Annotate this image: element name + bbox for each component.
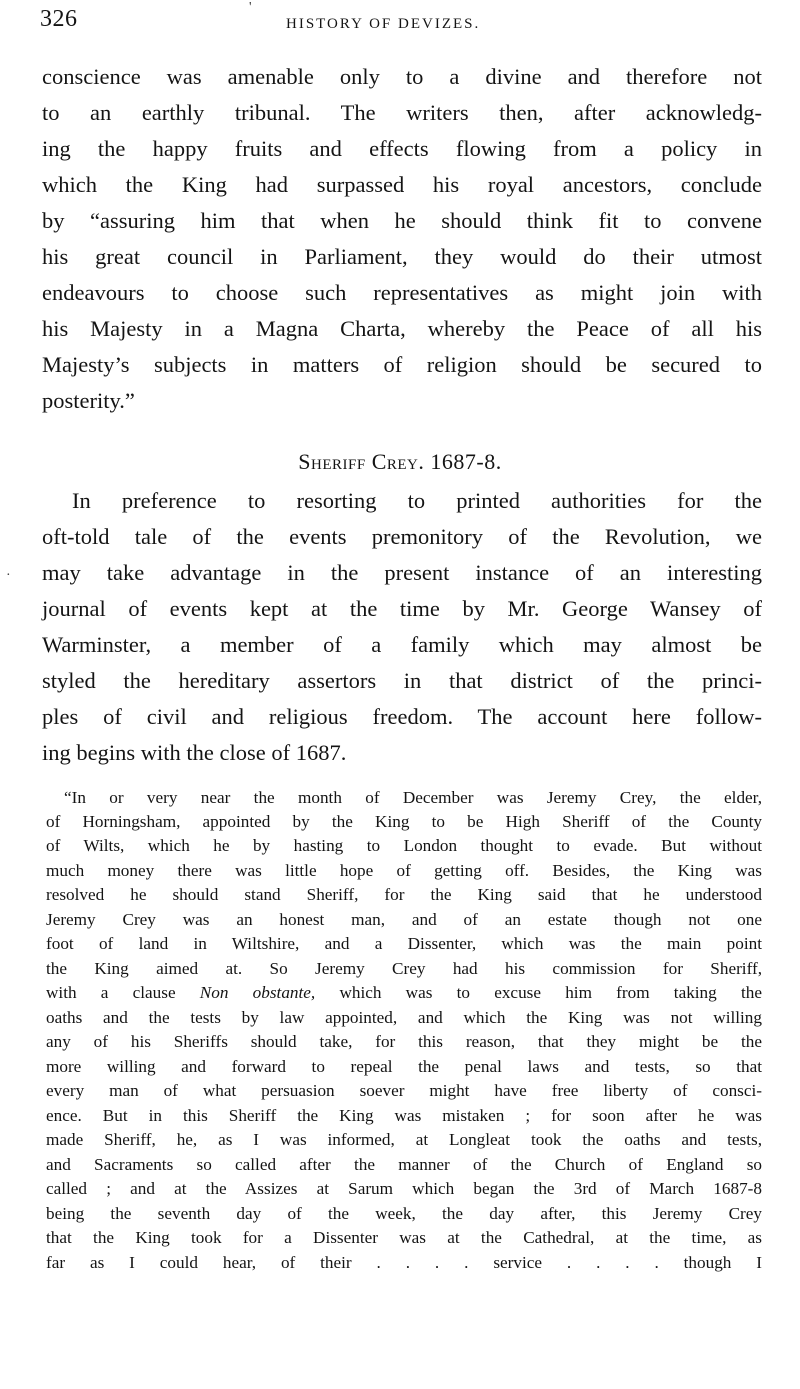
quotation-text: with a clause	[46, 983, 200, 1002]
quotation-line: “In or very near the month of December was Jeremy Crey, the elder,	[64, 788, 762, 807]
quotation-line: far as I could hear, of their . . . . service . . . . though I	[46, 1253, 762, 1272]
quotation-line: much money there was little hope of getting off. Besides, the King was	[46, 861, 762, 880]
paragraph-2-line: styled the hereditary assertors in that district of the princi-	[42, 668, 762, 693]
quotation-line: called ; and at the Assizes at Sarum which began the 3rd of March 1687-8	[46, 1179, 762, 1198]
quotation-text: which was to excuse him from taking the	[315, 983, 762, 1002]
latin-phrase: Non obstante,	[199, 983, 316, 1002]
quotation-line: being the seventh day of the week, the day after, this Jeremy Crey	[46, 1204, 762, 1223]
quotation-line: Jeremy Crey was an honest man, and of an estate though not one	[46, 910, 762, 929]
paragraph-2-line: journal of events kept at the time by Mr. George Wansey of	[42, 596, 762, 621]
running-head: HISTORY OF DEVIZES.	[286, 16, 481, 32]
quotation-line	[46, 981, 762, 1004]
stray-mark: '	[249, 0, 252, 15]
quotation-line: that the King took for a Dissenter was at the Cathedral, at the time, as	[46, 1228, 762, 1247]
paragraph-2-line: In preference to resorting to printed authorities for the	[72, 488, 762, 513]
paragraph-1-line: by “assuring him that when he should think fit to convene	[42, 208, 762, 233]
quotation-line: oaths and the tests by law appointed, and which the King was not willing	[46, 1008, 762, 1027]
paragraph-2-line: ing begins with the close of 1687.	[42, 740, 347, 765]
paragraph-1-line: his Majesty in a Magna Charta, whereby the Peace of all his	[42, 316, 762, 341]
quotation-line: of Wilts, which he by hasting to London thought to evade. But without	[46, 836, 762, 855]
quotation-line: every man of what persuasion soever might have free liberty of consci-	[46, 1081, 762, 1100]
quotation-line: resolved he should stand Sheriff, for the King said that he understood	[46, 885, 762, 904]
paragraph-1-line: which the King had surpassed his royal ancestors, conclude	[42, 172, 762, 197]
paragraph-2-line: ples of civil and religious freedom. The account here follow-	[42, 704, 762, 729]
quotation-line: more willing and forward to repeal the penal laws and tests, so that	[46, 1057, 762, 1076]
quotation-line: ence. But in this Sheriff the King was mistaken ; for soon after he was	[46, 1106, 762, 1125]
paragraph-1-line: Majesty’s subjects in matters of religion should be secured to	[42, 352, 762, 377]
page-number: 326	[40, 6, 78, 32]
quotation-line: the King aimed at. So Jeremy Crey had his commission for Sheriff,	[46, 959, 762, 978]
paragraph-2-line: may take advantage in the present instance of an interesting	[42, 560, 762, 585]
paragraph-2-line: oft-told tale of the events premonitory of the Revolution, we	[42, 524, 762, 549]
page-header	[40, 6, 762, 42]
paragraph-1-line: his great council in Parliament, they would do their utmost	[42, 244, 762, 269]
quotation-line: any of his Sheriffs should take, for this reason, that they might be the	[46, 1032, 762, 1051]
margin-mark: ·	[6, 568, 11, 583]
quotation-line: made Sheriff, he, as I was informed, at Longleat took the oaths and tests,	[46, 1130, 762, 1149]
quotation-line: of Horningsham, appointed by the King to be High Sheriff of the County	[46, 812, 762, 831]
paragraph-1-line: to an earthly tribunal. The writers then, after acknowledg-	[42, 100, 762, 125]
paragraph-2-line: Warminster, a member of a family which may almost be	[42, 632, 762, 657]
paragraph-1-line: conscience was amenable only to a divine and therefore not	[42, 64, 762, 89]
paragraph-1-line: endeavours to choose such representatives as might join with	[42, 280, 762, 305]
quotation-line: foot of land in Wiltshire, and a Dissenter, which was the main point	[46, 934, 762, 953]
section-heading	[0, 447, 800, 477]
paragraph-1-line: ing the happy fruits and effects flowing from a policy in	[42, 136, 762, 161]
section-heading-text: Sheriff Crey. 1687-8.	[298, 449, 502, 474]
paragraph-1-line: posterity.”	[42, 388, 135, 413]
quotation-line: and Sacraments so called after the manner of the Church of England so	[46, 1155, 762, 1174]
